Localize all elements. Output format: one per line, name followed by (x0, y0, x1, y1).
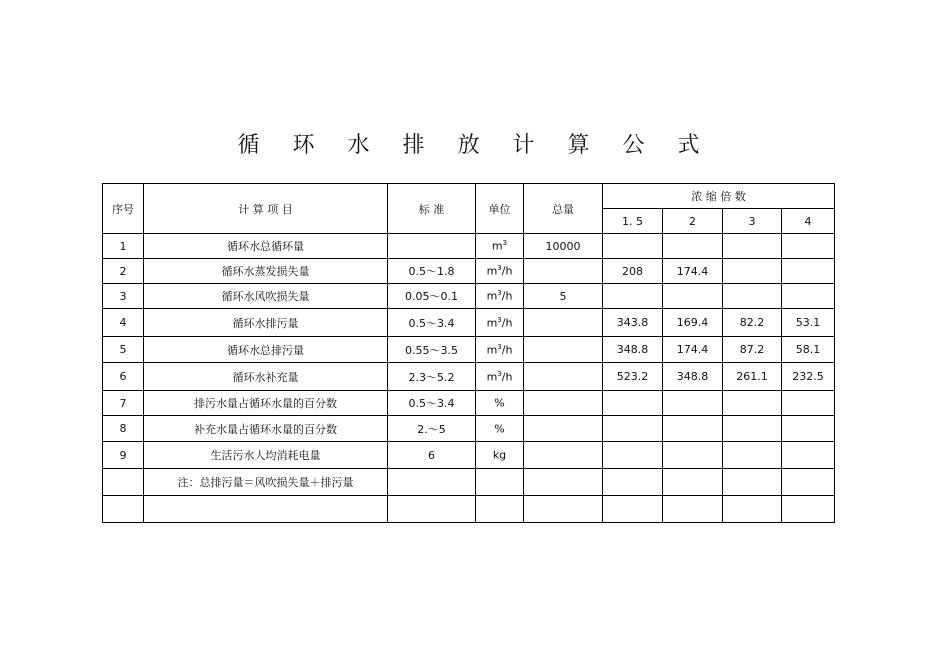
row-item: 循环水总循环量 (144, 234, 388, 259)
row-item: 生活污水人均消耗电量 (144, 442, 388, 469)
row-ratio-value (782, 234, 835, 259)
header-ratio: 2 (663, 209, 723, 234)
row-total (524, 442, 603, 469)
row-ratio-value: 348.8 (663, 363, 723, 391)
row-item: 循环水总排污量 (144, 337, 388, 363)
unit-superscript: 3 (497, 289, 502, 298)
row-total (524, 363, 603, 391)
row-ratio-value (723, 496, 782, 523)
unit-suffix: /h (501, 264, 513, 278)
row-item: 循环水补充量 (144, 363, 388, 391)
row-ratio-value (603, 284, 663, 309)
unit-base: % (494, 422, 505, 436)
row-unit (476, 363, 524, 391)
row-ratio-value (782, 442, 835, 469)
row-number: 6 (103, 363, 144, 391)
row-ratio-value: 232.5 (782, 363, 835, 391)
unit-suffix: /h (501, 289, 513, 303)
header-seq: 序号 (103, 184, 144, 234)
row-number: 2 (103, 259, 144, 284)
row-item: 循环水蒸发损失量 (144, 259, 388, 284)
row-ratio-value (603, 442, 663, 469)
row-item: 循环水排污量 (144, 309, 388, 337)
unit-base: m (486, 370, 498, 384)
row-unit (476, 309, 524, 337)
header-unit: 单位 (476, 184, 524, 234)
unit-superscript: 3 (497, 315, 502, 324)
row-number: 7 (103, 391, 144, 416)
row-ratio-value: 343.8 (603, 309, 663, 337)
row-ratio-value: 174.4 (663, 259, 723, 284)
row-ratio-value (782, 284, 835, 309)
unit-base: m (486, 264, 498, 278)
row-ratio-value: 87.2 (723, 337, 782, 363)
row-ratio-value: 523.2 (603, 363, 663, 391)
header-total: 总量 (524, 184, 603, 234)
row-ratio-value (723, 284, 782, 309)
row-ratio-value (723, 469, 782, 496)
row-standard (388, 496, 476, 523)
header-ratio-group: 浓 缩 倍 数 (603, 184, 835, 209)
row-ratio-value (663, 234, 723, 259)
row-ratio-value: 261.1 (723, 363, 782, 391)
row-standard (388, 469, 476, 496)
row-standard: 0.55～3.5 (388, 337, 476, 363)
row-total (524, 496, 603, 523)
table-row (103, 309, 835, 337)
row-number: 3 (103, 284, 144, 309)
table-row (103, 337, 835, 363)
table-row (103, 234, 835, 259)
row-item: 注：总排污量＝风吹损失量＋排污量 (144, 469, 388, 496)
row-number: 8 (103, 416, 144, 442)
row-item (144, 496, 388, 523)
row-item: 排污水量占循环水量的百分数 (144, 391, 388, 416)
table-row (103, 496, 835, 523)
row-total: 5 (524, 284, 603, 309)
row-ratio-value: 348.8 (603, 337, 663, 363)
table-row (103, 363, 835, 391)
row-ratio-value: 53.1 (782, 309, 835, 337)
row-standard: 0.05～0.1 (388, 284, 476, 309)
unit-suffix: /h (501, 370, 513, 384)
header-ratio: 1. 5 (603, 209, 663, 234)
unit-superscript: 3 (497, 342, 502, 351)
row-ratio-value: 174.4 (663, 337, 723, 363)
header-ratio: 3 (723, 209, 782, 234)
row-ratio-value (603, 416, 663, 442)
row-standard: 6 (388, 442, 476, 469)
header-row (103, 184, 835, 209)
row-ratio-value (663, 284, 723, 309)
row-unit (476, 391, 524, 416)
row-unit (476, 337, 524, 363)
row-standard: 0.5～1.8 (388, 259, 476, 284)
row-item: 循环水风吹损失量 (144, 284, 388, 309)
row-number (103, 496, 144, 523)
unit-base: m (486, 316, 498, 330)
row-number: 9 (103, 442, 144, 469)
row-ratio-value: 58.1 (782, 337, 835, 363)
row-ratio-value (782, 259, 835, 284)
row-total (524, 337, 603, 363)
table-row (103, 416, 835, 442)
table-row (103, 259, 835, 284)
unit-base: % (494, 396, 505, 410)
row-total: 10000 (524, 234, 603, 259)
row-ratio-value (782, 416, 835, 442)
unit-suffix: /h (501, 316, 513, 330)
row-ratio-value (603, 469, 663, 496)
table-row (103, 391, 835, 416)
row-number: 1 (103, 234, 144, 259)
row-unit (476, 496, 524, 523)
unit-superscript: 3 (497, 264, 502, 273)
row-ratio-value (603, 234, 663, 259)
row-total (524, 391, 603, 416)
row-number (103, 469, 144, 496)
table-row (103, 442, 835, 469)
unit-suffix: /h (501, 343, 513, 357)
row-ratio-value (723, 259, 782, 284)
header-standard: 标 准 (388, 184, 476, 234)
row-total (524, 259, 603, 284)
row-unit (476, 284, 524, 309)
unit-superscript: 3 (497, 369, 502, 378)
row-unit (476, 234, 524, 259)
row-total (524, 416, 603, 442)
row-standard: 0.5～3.4 (388, 309, 476, 337)
table-row (103, 284, 835, 309)
header-ratio: 4 (782, 209, 835, 234)
unit-base: kg (492, 448, 507, 462)
page-title: 循 环 水 排 放 计 算 公 式 (237, 133, 713, 158)
unit-base: m (486, 343, 498, 357)
row-ratio-value (663, 496, 723, 523)
row-ratio-value (723, 234, 782, 259)
row-ratio-value: 82.2 (723, 309, 782, 337)
row-standard (388, 234, 476, 259)
row-ratio-value (723, 416, 782, 442)
row-ratio-value (723, 391, 782, 416)
header-item: 计 算 项 目 (144, 184, 388, 234)
table-row (103, 469, 835, 496)
row-unit (476, 259, 524, 284)
row-unit (476, 416, 524, 442)
row-ratio-value (723, 442, 782, 469)
row-ratio-value: 208 (603, 259, 663, 284)
row-unit (476, 442, 524, 469)
row-number: 4 (103, 309, 144, 337)
row-standard: 2.～5 (388, 416, 476, 442)
unit-base: m (486, 289, 498, 303)
row-total (524, 469, 603, 496)
row-ratio-value (782, 496, 835, 523)
row-item: 补充水量占循环水量的百分数 (144, 416, 388, 442)
row-total (524, 309, 603, 337)
row-standard: 0.5～3.4 (388, 391, 476, 416)
row-ratio-value (663, 469, 723, 496)
row-ratio-value (663, 391, 723, 416)
row-ratio-value (782, 391, 835, 416)
row-ratio-value: 169.4 (663, 309, 723, 337)
row-ratio-value (663, 416, 723, 442)
row-standard: 2.3～5.2 (388, 363, 476, 391)
row-ratio-value (782, 469, 835, 496)
row-unit (476, 469, 524, 496)
row-ratio-value (663, 442, 723, 469)
row-ratio-value (603, 496, 663, 523)
unit-base: m (491, 239, 503, 253)
unit-superscript: 3 (502, 239, 508, 248)
row-number: 5 (103, 337, 144, 363)
calculation-table (102, 183, 835, 523)
row-ratio-value (603, 391, 663, 416)
